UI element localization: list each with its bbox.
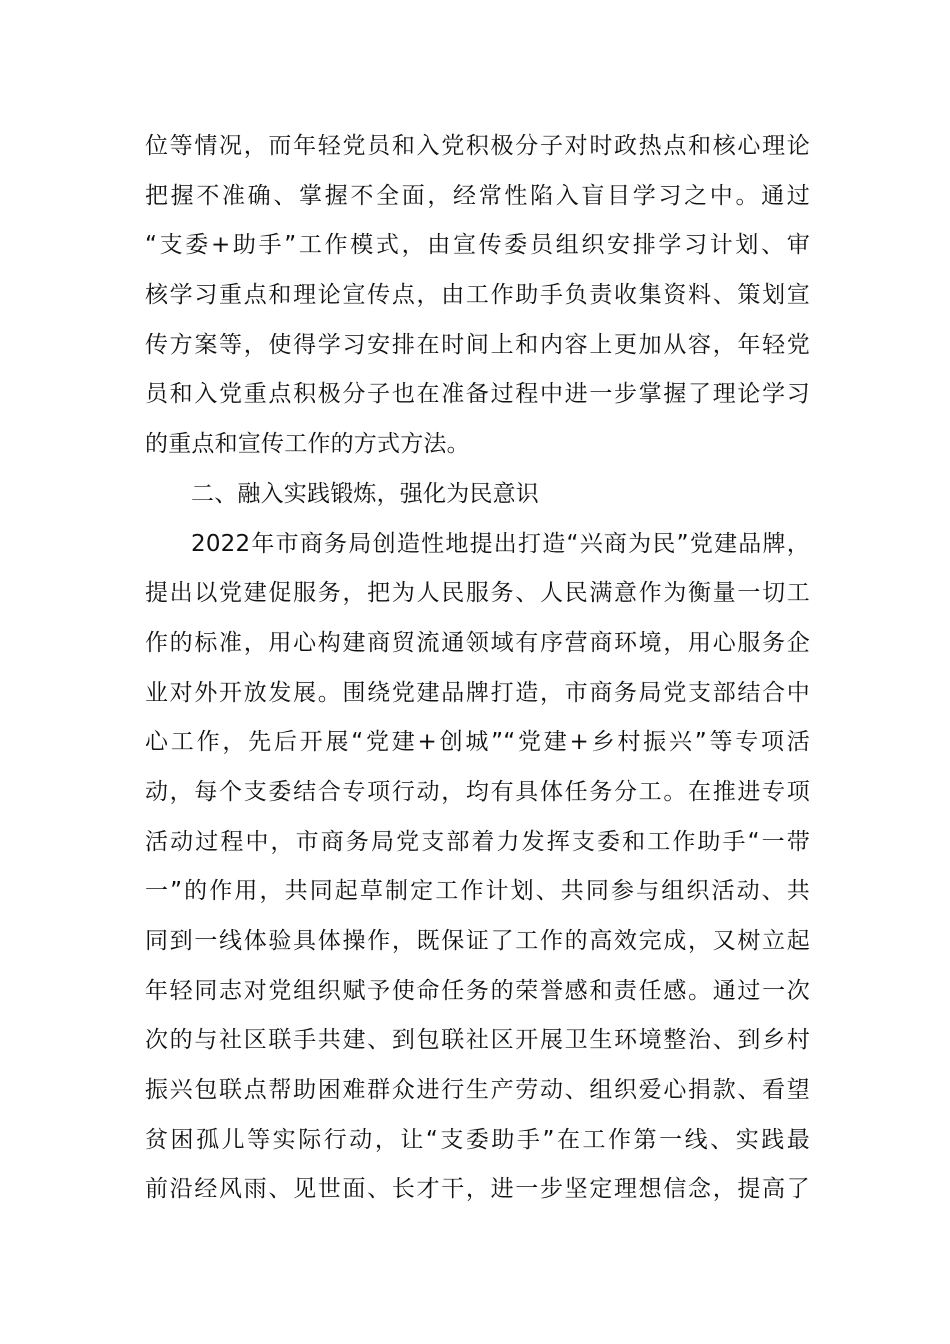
text-line: 提出以党建促服务，把为人民服务、人民满意作为衡量一切工 xyxy=(145,580,810,607)
text-line: 心工作，先后开展“党建+创城”“党建+乡村振兴”等专项活 xyxy=(145,729,810,756)
text-line: 前沿经风雨、见世面、长才干，进一步坚定理想信念，提高了 xyxy=(145,1176,810,1203)
text-line: 年轻同志对党组织赋予使命任务的荣誉感和责任感。通过一次 xyxy=(145,977,810,1004)
section-heading: 二、融入实践锻炼，强化为民意识 xyxy=(191,480,539,507)
text-line: 把握不准确、掌握不全面，经常性陷入盲目学习之中。通过 xyxy=(145,182,810,209)
text-line: 业对外开放发展。围绕党建品牌打造，市商务局党支部结合中 xyxy=(145,679,810,706)
text-line: 活动过程中，市商务局党支部着力发挥支委和工作助手“一带 xyxy=(145,828,810,855)
text-line: 次的与社区联手共建、到包联社区开展卫生环境整治、到乡村 xyxy=(145,1027,810,1054)
text-line: 动，每个支委结合专项行动，均有具体任务分工。在推进专项 xyxy=(145,778,810,805)
text-line: 作的标准，用心构建商贸流通领域有序营商环境，用心服务企 xyxy=(145,629,810,656)
document-body xyxy=(145,122,810,1215)
text-line: 贫困孤儿等实际行动，让“支委助手”在工作第一线、实践最 xyxy=(145,1126,810,1153)
text-line: 一”的作用，共同起草制定工作计划、共同参与组织活动、共 xyxy=(145,878,810,905)
text-line: 核学习重点和理论宣传点，由工作助手负责收集资料、策划宣 xyxy=(145,282,810,309)
text-line: 的重点和宣传工作的方式方法。 xyxy=(145,431,470,458)
text-line: 位等情况，而年轻党员和入党积极分子对时政热点和核心理论 xyxy=(145,133,810,159)
text-line: 传方案等，使得学习安排在时间上和内容上更加从容，年轻党 xyxy=(145,331,810,358)
text-line: 2022年市商务局创造性地提出打造“兴商为民”党建品牌， xyxy=(191,530,810,557)
text-line: “支委+助手”工作模式，由宣传委员组织安排学习计划、审 xyxy=(145,232,810,259)
text-line: 振兴包联点帮助困难群众进行生产劳动、组织爱心捐款、看望 xyxy=(145,1077,810,1104)
text-line: 同到一线体验具体操作，既保证了工作的高效完成，又树立起 xyxy=(145,928,810,954)
text-line: 员和入党重点积极分子也在准备过程中进一步掌握了理论学习 xyxy=(145,381,810,408)
